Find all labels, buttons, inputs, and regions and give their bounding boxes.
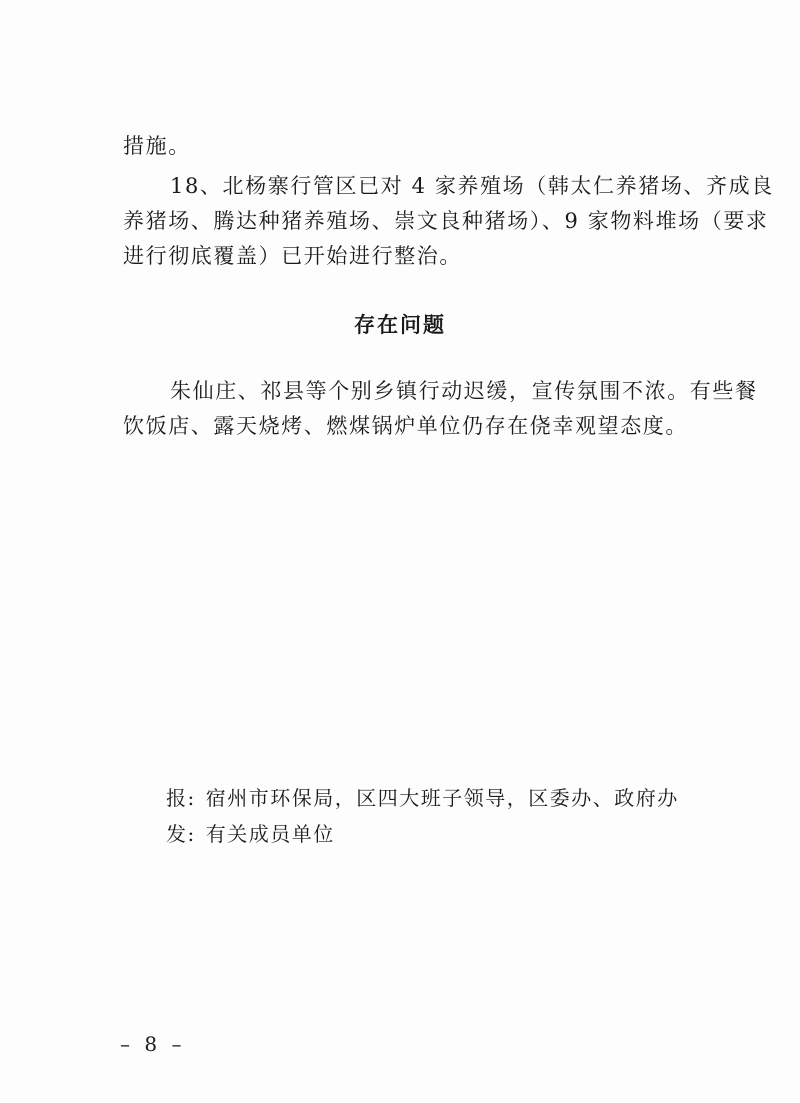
body-line-1: 措施。	[123, 134, 191, 158]
section-heading: 存在问题	[354, 312, 446, 337]
report-to-label: 报:	[166, 786, 196, 810]
body-line-2: 18、北杨寨行管区已对 4 家养殖场（韩太仁养猪场、齐成良	[170, 174, 774, 198]
report-to-line	[166, 784, 679, 812]
send-to-label: 发:	[166, 822, 196, 846]
send-to-text: 有关成员单位	[205, 822, 335, 846]
body-line-4: 进行彻底覆盖）已开始进行整治。	[123, 244, 462, 268]
section-line-2: 饮饭店、露天烧烤、燃煤锅炉单位仍存在侥幸观望态度。	[123, 414, 688, 438]
section-line-1: 朱仙庄、祁县等个别乡镇行动迟缓，宣传氛围不浓。有些餐	[170, 379, 758, 403]
page-number: – 8 –	[120, 1032, 186, 1056]
body-line-3: 养猪场、腾达种猪养殖场、崇文良种猪场）、9 家物料堆场（要求	[123, 209, 769, 233]
send-to-line	[166, 820, 335, 848]
report-to-text: 宿州市环保局，区四大班子领导，区委办、政府办	[205, 786, 679, 810]
